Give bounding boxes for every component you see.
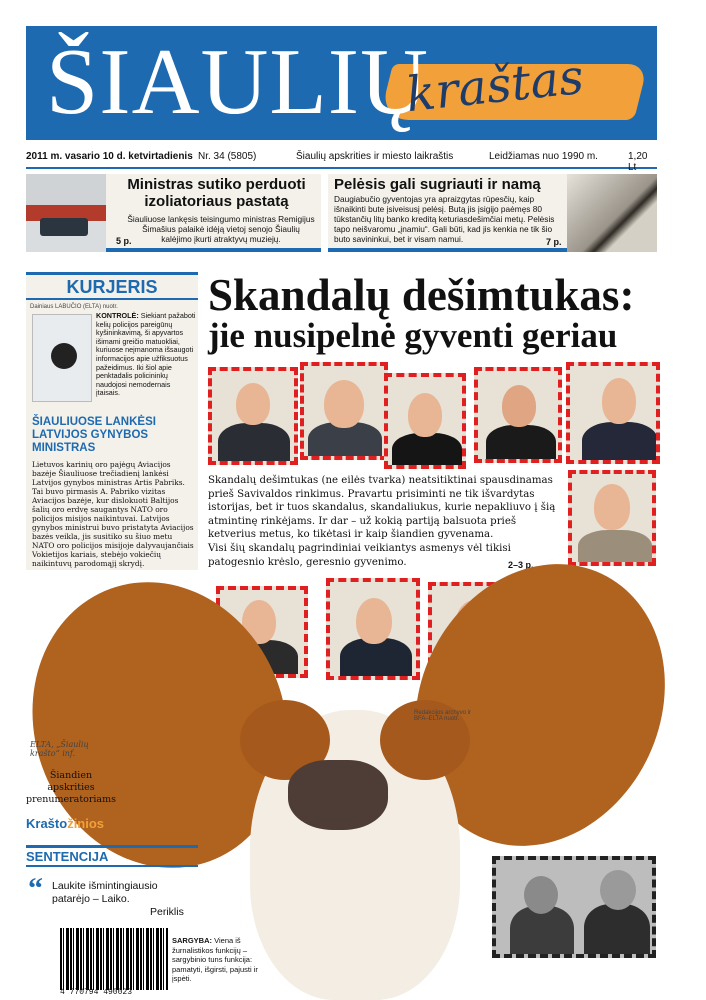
promo-brand-1: Krašto [26,816,68,831]
portrait-2 [300,362,388,460]
barcode-number: 4 770794 490023 [60,988,133,997]
masthead-title: ŠIAULIŲ [46,30,429,134]
sargyba-caption [172,936,260,984]
masthead-subtitle: kraštas [403,48,587,124]
promo-text: Šiandien apskrities prenumeratoriams [26,770,116,805]
portrait-5 [566,362,660,464]
promo-brand-2: žinios [67,816,105,831]
teaser-title: Ministras sutiko perduoti izoliatoriaus pastatą [127,176,306,210]
portrait-3 [384,373,466,469]
tagline: Šiaulių apskrities ir miesto laikraštis [296,151,454,162]
masthead [26,26,657,140]
main-headline[interactable]: Skandalų dešimtukas: [208,270,635,320]
lead-page-ref: 2–3 p. [508,560,534,570]
kontrole-body: Siekiant pažaboti kelių policijos pareigūnų kyšininkavimą, ši apyvartos išimami greičio matuokliai, kuriuose neįmanoma išsaugoti informacijos apie užfiksuotus pažeidimus. Iki šiol apie penktadalis policininkų naudojosi nemodernais įtaisais. [96,311,196,398]
lead-paragraph: Skandalų dešimtukas (ne eilės tvarka) neatsitiktinai spausdinamas prieš Savivaldos rinkimus. Pravartu prisiminti ne tik išvardytas istorijas, bet ir tuos skandalus, skandaliukus, kurie nepakliuvo į šią atmintinę rinkėjams. Ir dar – už kokią partiją balsuota prieš ketverius metus, ko tikėtasi ir kaip šiandien gyvenama. Visi šių skandalų pagrindiniai veikiantys asmenys vėl tikisi patogesnio krėslo, geresnio gyvenimo. [208,475,556,568]
price: 1,20 Lt [628,151,648,173]
news-body: Lietuvos karinių oro pajėgų Aviacijos bazėje Šiauliuose trečiadienį lankėsi Latvijos gynybos ministras Artis Pabriks. Tai buvo pirmasis A. Pabriko vizitas Aviacijos bazėje, kur dislokuoti Baltijos šalių oro erdvę saugantys NATO oro policijos misijos naikintuvai. Latvijos gynybos ministrui buvo pristatyta Aviacijos bazės veikla, jis susitiko su šiuo metu NATO oro policijos misijoje dalyvaujančiais Vokietijos kariais, stebėjo vokiečių naikintuvų parodomąjį skrydį. [32,460,194,568]
issue-number: Nr. 34 (5805) [198,151,257,162]
archive-credit: Redakcijos archyvo ir BFA–ELTA nuotr. [414,710,472,722]
prison-photo [26,174,106,252]
photo-credit: Dainiaus LABUČIO (ELTA) nuotr. [30,304,118,310]
teaser-ministras[interactable] [26,174,321,252]
quote-mark: “ [28,872,43,905]
teaser-page: 7 p. [546,237,562,247]
teaser-text: Šiauliuose lankęsis teisingumo ministras Remigijus Šimašius palaikė idėją vietoj senojo Šiaulių kalėjimo įkurti atraktyvų muziejų. [127,214,315,244]
bw-photo [492,856,656,958]
main-subheadline[interactable]: jie nusipelnė gyventi geriau [208,316,618,355]
sentencija-heading: SENTENCIJA [26,845,198,867]
elta-credit: ELTA, „Šiaulių krašto“ inf. [30,740,89,758]
barcode [60,928,168,990]
kurjeris-heading: KURJERIS [26,272,198,300]
portrait-1 [208,367,298,465]
sargyba-text: Viena iš žurnalistikos funkcijų – sargybinio tuns funkcija: pamatyti, išgirsti, pajusti ir įspėti. [172,936,258,983]
issue-info-bar [26,145,657,173]
quote-author: Periklis [150,906,184,918]
kurjeris-sidebar [26,272,198,570]
kontrole-text [96,312,196,398]
kontrole-label: KONTROLĖ: [96,311,139,320]
sargyba-label: SARGYBA: [172,936,213,945]
quote-text: Laukite išmintingiausio patarėjo – Laiko. [52,880,158,905]
mold-photo [567,174,657,252]
teaser-title: Pelėsis gali sugriauti ir namą [334,176,541,193]
teaser-page: 5 p. [116,236,132,246]
teaser-text: Daugiabučio gyventojas yra apraizgytas rūpesčių, kaip išnaikinti bute įsiveisusį pelėsį. Butą jis įsigijo paėmęs 80 tūkstančių litų banko kreditą keturiasdešimčiai metų. Pelėsis tapo neišvaromu „įnamiu“. Gali būti, kad jis kenkia ne tik šio buto savininkui, bet ir visam namui. [334,194,555,244]
since: Leidžiamas nuo 1990 m. [489,151,598,162]
speed-camera-photo [32,314,92,402]
issue-date: 2011 m. vasario 10 d. ketvirtadienis [26,151,193,162]
promo-brand[interactable] [26,816,104,831]
teaser-pelesis[interactable] [328,174,657,252]
news-heading[interactable]: ŠIAULIUOSE LANKĖSI LATVIJOS GYNYBOS MINISTRAS [32,416,156,454]
portrait-4 [474,367,562,463]
